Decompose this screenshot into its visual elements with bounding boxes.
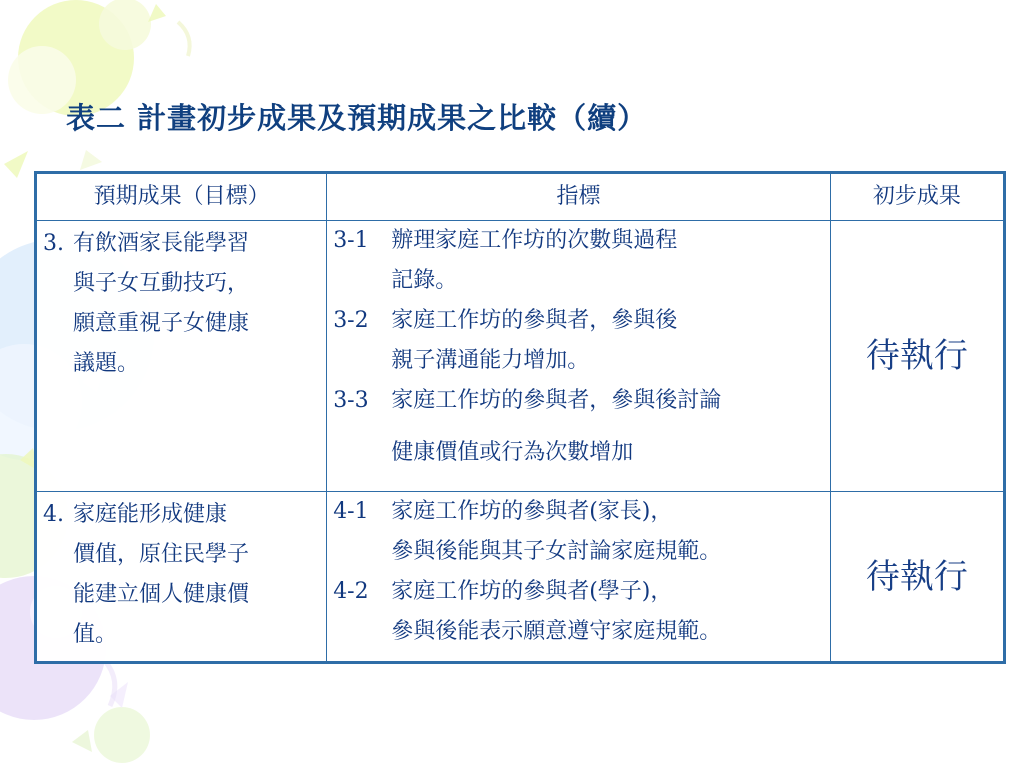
goal-line: 願意重視子女健康 <box>73 311 250 336</box>
table-header <box>36 173 1005 221</box>
indicator-item <box>333 572 824 652</box>
initial-outcome-header: 初步成果 <box>830 173 1004 221</box>
indicator-text <box>391 301 824 381</box>
indicator-line: 參與後能表示願意遵守家庭規範。 <box>391 619 722 644</box>
indicator-text <box>391 572 824 652</box>
goal-cell-4 <box>36 492 327 663</box>
indicator-line: 家庭工作坊的參與者(家長)， <box>391 499 673 524</box>
indicator-line: 辦理家庭工作坊的次數與過程 <box>391 228 678 253</box>
goal-line: 議題。 <box>73 351 140 376</box>
indicator-line: 親子溝通能力增加。 <box>391 348 590 373</box>
goal-line: 值。 <box>73 622 118 647</box>
slide-title: 表二 計畫初步成果及預期成果之比較（續） <box>66 101 648 135</box>
goal-number: 3. <box>43 231 64 256</box>
indicator-item <box>333 381 824 473</box>
indicator-text <box>391 381 824 473</box>
goal-line: 有飲酒家長能學習 <box>73 231 250 256</box>
indicator-item <box>333 492 824 572</box>
goal-item-4 <box>43 492 320 655</box>
goal-text <box>73 224 320 384</box>
comparison-table-container <box>34 171 1006 661</box>
indicator-number: 4-2 <box>333 579 369 604</box>
indicator-line: 記錄。 <box>391 268 458 293</box>
expected-outcome-header: 預期成果（目標） <box>36 173 327 221</box>
indicator-line: 家庭工作坊的參與者，參與後 <box>391 308 678 333</box>
table-row <box>36 221 1005 492</box>
goal-line: 與子女互動技巧， <box>73 271 250 296</box>
indicator-line: 家庭工作坊的參與者(學子)， <box>391 579 673 604</box>
indicator-number: 3-2 <box>333 308 369 333</box>
indicator-item <box>333 221 824 301</box>
indicator-cell-4 <box>327 492 831 663</box>
indicator-line: 參與後能與其子女討論家庭規範。 <box>391 539 722 564</box>
goal-line: 價值，原住民學子 <box>73 542 250 567</box>
indicator-item <box>333 301 824 381</box>
table-row <box>36 492 1005 663</box>
indicator-line: 健康價值或行為次數增加 <box>391 440 634 465</box>
indicator-number: 3-3 <box>333 388 369 413</box>
result-cell-4: 待執行 <box>830 492 1004 663</box>
indicator-text <box>391 492 824 572</box>
indicator-cell-3 <box>327 221 831 492</box>
goal-cell-3 <box>36 221 327 492</box>
indicator-header: 指標 <box>327 173 831 221</box>
header-row <box>36 173 1005 221</box>
indicator-line: 家庭工作坊的參與者，參與後討論 <box>391 388 722 413</box>
goal-item-3 <box>43 221 320 384</box>
indicator-number: 4-1 <box>333 499 369 524</box>
result-cell-3: 待執行 <box>830 221 1004 492</box>
indicator-text <box>391 221 824 301</box>
goal-line: 家庭能形成健康 <box>73 502 228 527</box>
table-body <box>36 221 1005 663</box>
goal-number: 4. <box>43 502 64 527</box>
comparison-table <box>34 171 1006 664</box>
goal-line: 能建立個人健康價 <box>73 582 250 607</box>
indicator-number: 3-1 <box>333 228 369 253</box>
goal-text <box>73 495 320 655</box>
